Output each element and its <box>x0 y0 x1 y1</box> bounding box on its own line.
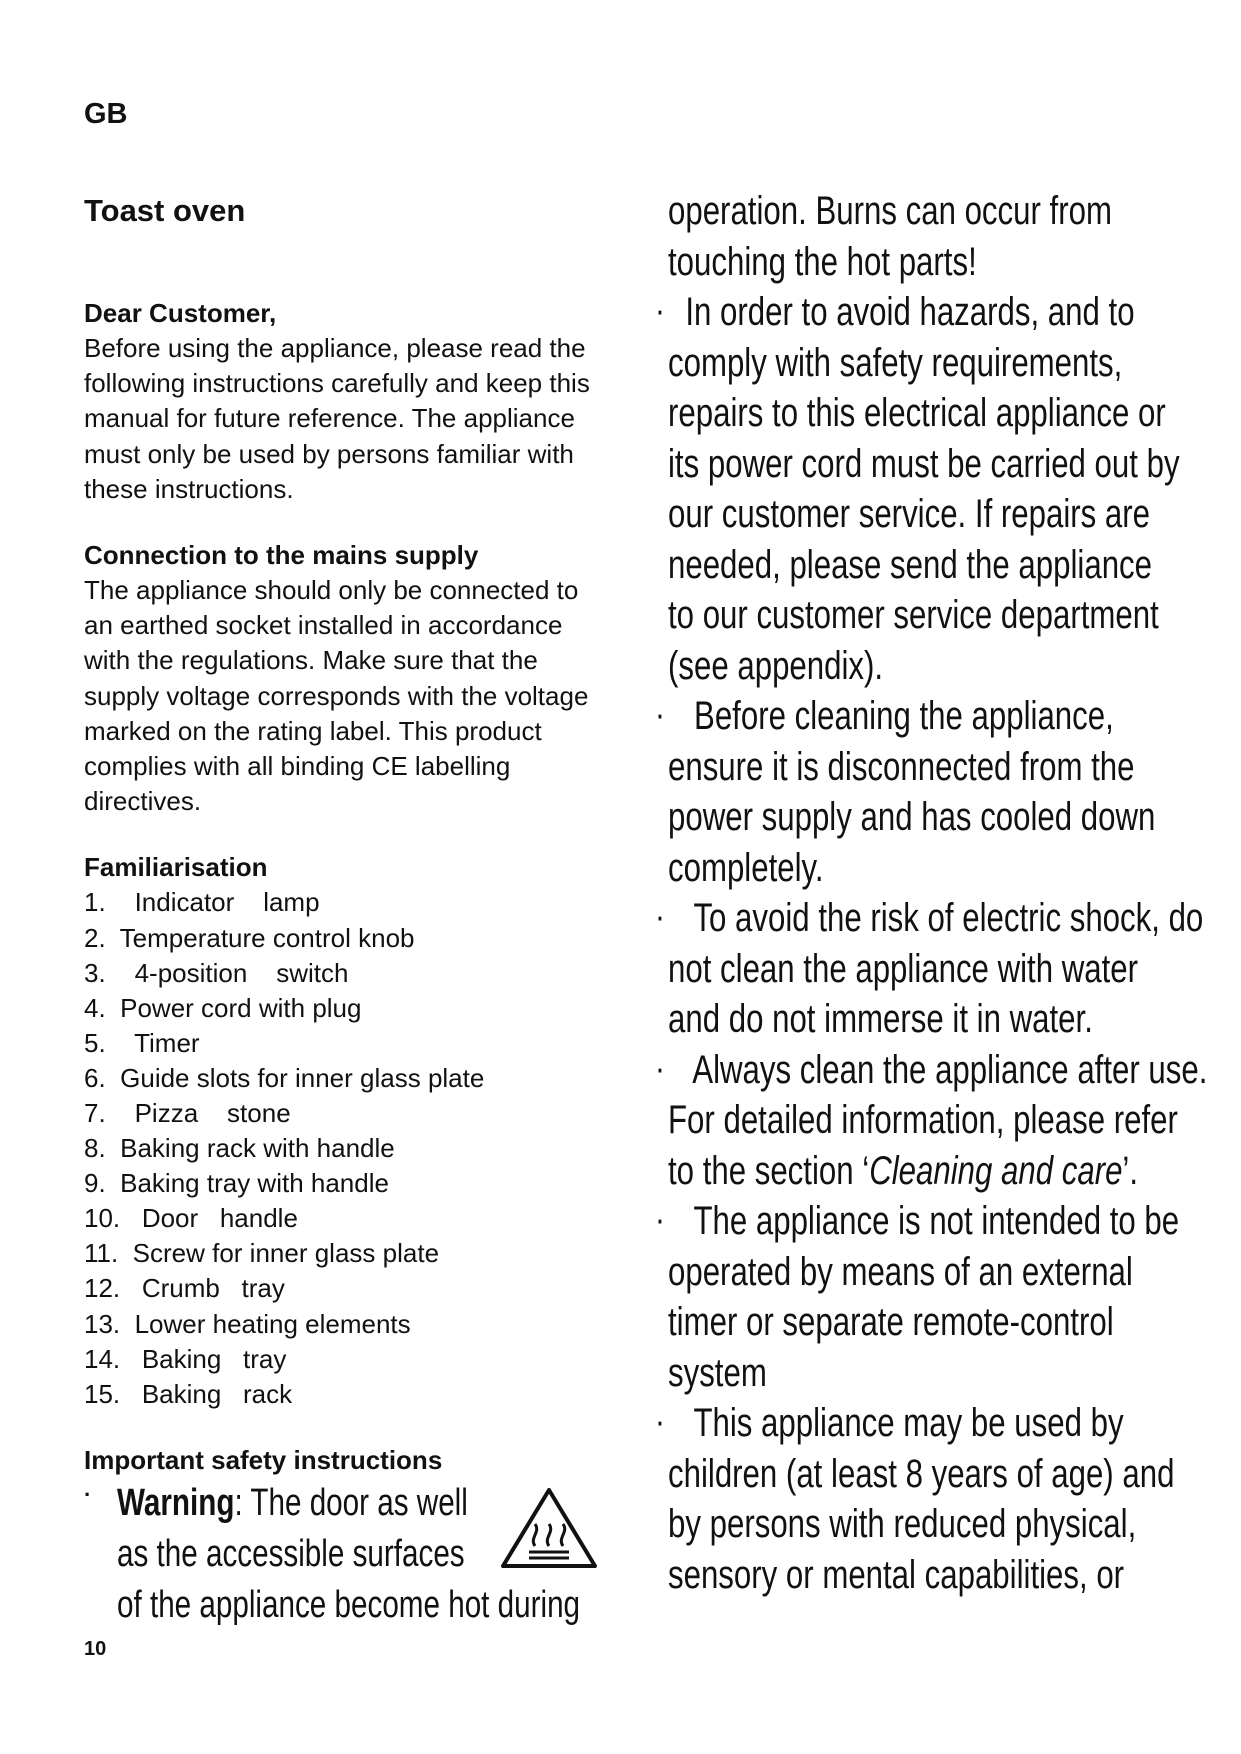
line-text: In order to avoid hazards, and to <box>668 290 1135 334</box>
list-item: 13. Lower heating elements <box>84 1308 411 1339</box>
list-item: 8. Baking rack with handle <box>84 1133 395 1164</box>
list-item: 1. Indicator lamp <box>84 887 320 918</box>
line-text: This appliance may be used by <box>668 1401 1124 1445</box>
line-text: power supply and has cooled down <box>668 795 1156 839</box>
line-text: timer or separate remote-control <box>668 1300 1114 1344</box>
bullet: · <box>657 903 664 933</box>
line-text: to our customer service department <box>668 593 1159 637</box>
list-item: 3. 4-position switch <box>84 957 349 988</box>
line-text: comply with safety requirements, <box>668 340 1123 385</box>
line-text: repairs to this electrical appliance or <box>668 391 1166 435</box>
intro-heading: Dear Customer, <box>84 298 277 328</box>
bullet: · <box>657 297 664 327</box>
safety-heading: Important safety instructions <box>84 1444 443 1475</box>
bullet-line <box>657 1398 1198 1449</box>
text-line <box>668 540 1198 591</box>
text-line <box>668 489 1198 540</box>
line-text: operation. Burns can occur from <box>668 189 1112 233</box>
list-item: 11. Screw for inner glass plate <box>84 1238 440 1269</box>
list-item: 5. Timer <box>84 1027 200 1058</box>
right-column-text <box>657 186 1208 1600</box>
right-column <box>657 186 1208 1600</box>
bullet: · <box>84 1481 92 1507</box>
line-text: our customer service. If repairs are <box>668 492 1151 536</box>
text-line <box>668 1297 1198 1348</box>
line-text: needed, please send the appliance <box>668 542 1153 587</box>
text-line <box>668 1449 1198 1500</box>
line-text: to the section ‘ <box>668 1148 870 1193</box>
text-line <box>668 338 1198 389</box>
line-text: not clean the appliance with water <box>668 946 1139 991</box>
line-text-end: ’. <box>1122 1148 1139 1193</box>
bullet-line <box>657 691 1198 742</box>
line-text: and do not immerse it in water. <box>668 997 1093 1041</box>
bullet: · <box>657 1054 664 1085</box>
text-line <box>668 237 1198 288</box>
list-item: 6. Guide slots for inner glass plate <box>84 1062 485 1093</box>
text-line <box>668 1095 1198 1146</box>
text-line <box>668 1348 1198 1399</box>
text-line <box>668 439 1198 490</box>
line-text: Before cleaning the appliance, <box>668 694 1114 738</box>
line-text: sensory or mental capabilities, or <box>668 1552 1125 1597</box>
warning-text: : The door as well as the accessible surfaces of the appliance become hot during <box>117 1481 581 1626</box>
parts-list <box>84 885 604 1411</box>
text-line <box>668 1499 1198 1550</box>
list-item: 7. Pizza stone <box>84 1098 291 1128</box>
text-line <box>668 843 1198 894</box>
line-text: its power cord must be carried out by <box>668 441 1180 486</box>
line-text: completely. <box>668 845 824 890</box>
line-text: ensure it is disconnected from the <box>668 744 1135 789</box>
line-text: operated by means of an external <box>668 1249 1133 1294</box>
text-line <box>668 792 1198 843</box>
list-item: 10. Door handle <box>84 1203 298 1234</box>
mains-heading: Connection to the mains supply <box>84 540 479 571</box>
warning-label: Warning <box>117 1481 235 1524</box>
bullet-line <box>657 1045 1208 1096</box>
list-item: 2. Temperature control knob <box>84 922 415 953</box>
intro-text: Before using the appliance, please read the following instructions carefully and keep this manual for future reference. The appliance must only be used by persons familiar with these instructions. <box>84 333 590 504</box>
line-text: Always clean the appliance after use. <box>668 1047 1208 1092</box>
line-text: touching the hot parts! <box>668 239 977 284</box>
familiarisation-heading: Familiarisation <box>84 852 268 883</box>
bullet-line <box>657 1196 1198 1247</box>
left-column <box>84 193 604 1631</box>
list-item: 4. Power cord with plug <box>84 992 362 1023</box>
bullet: · <box>657 1408 664 1438</box>
line-text: by persons with reduced physical, <box>668 1502 1137 1546</box>
line-text: For detailed information, please refer <box>668 1098 1178 1142</box>
language-code: GB <box>84 98 128 130</box>
line-text: system <box>668 1350 767 1395</box>
mains-text: The appliance should only be connected to an earthed socket installed in accordance with the regulations. Make sure that the supply voltage corresponds with the voltage marked on the rating label. This product complies with all binding CE labelling directives. <box>84 575 589 817</box>
page-number: 10 <box>84 1638 107 1660</box>
list-item: 9. Baking tray with handle <box>84 1168 389 1199</box>
text-line <box>668 590 1198 641</box>
bullet: · <box>657 701 664 731</box>
text-line <box>668 388 1198 439</box>
list-item: 14. Baking tray <box>84 1343 287 1374</box>
warning-block <box>84 1478 604 1631</box>
text-line <box>668 944 1198 995</box>
list-item: 12. Crumb tray <box>84 1273 285 1304</box>
hot-surface-warning-icon <box>499 1486 599 1570</box>
section-reference: Cleaning and care <box>869 1148 1123 1193</box>
text-line <box>668 641 1198 692</box>
line-text: To avoid the risk of electric shock, do <box>668 896 1204 940</box>
line-text: The appliance is not intended to be <box>668 1199 1180 1243</box>
line-text: (see appendix). <box>668 643 884 688</box>
list-item: 15. Baking rack <box>84 1378 293 1409</box>
text-line <box>668 186 1198 237</box>
bullet-line <box>657 893 1204 944</box>
bullet-line <box>657 287 1198 338</box>
text-line <box>668 742 1198 793</box>
text-line <box>668 1247 1198 1298</box>
text-line <box>668 1550 1198 1601</box>
text-line <box>668 1146 1198 1197</box>
text-line <box>668 994 1198 1045</box>
page-title: Toast oven <box>84 193 246 228</box>
line-text: children (at least 8 years of age) and <box>668 1451 1175 1496</box>
bullet: · <box>657 1206 664 1236</box>
